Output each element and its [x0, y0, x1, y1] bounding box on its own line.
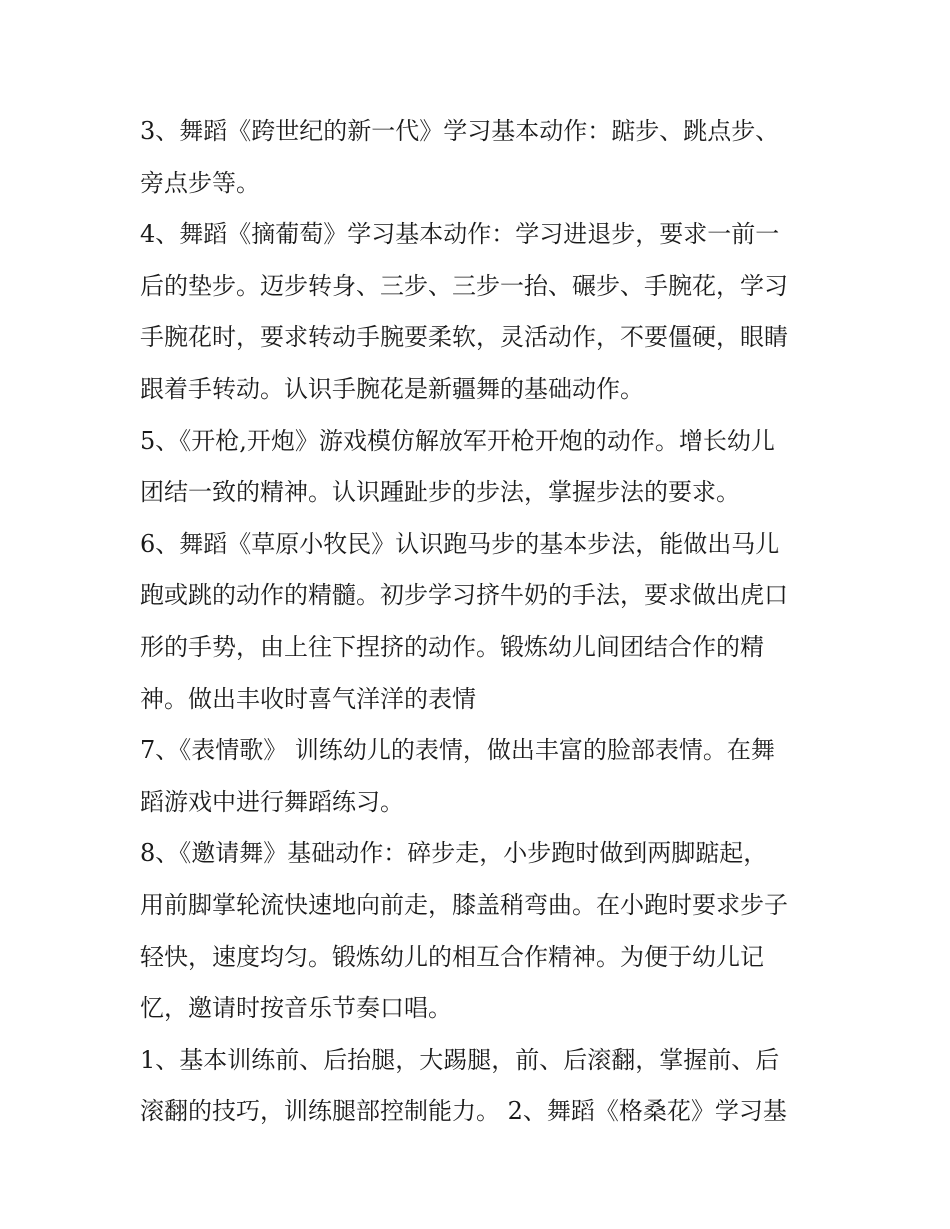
document-body	[140, 106, 820, 1138]
text-line: 团结一致的精神。认识踵趾步的步法，掌握步法的要求。	[140, 478, 740, 507]
text-line: 跟着手转动。认识手腕花是新疆舞的基础动作。	[140, 374, 644, 403]
text-line: 用前脚掌轮流快速地向前走，膝盖稍弯曲。在小跑时要求步子	[140, 890, 788, 919]
text-line: 形的手势，由上往下捏挤的动作。锻炼幼儿间团结合作的精	[140, 632, 764, 661]
text-line: 手腕花时，要求转动手腕要柔软，灵活动作，不要僵硬，眼睛	[140, 323, 788, 352]
text-line: 5、《开枪,开炮》游戏模仿解放军开枪开炮的动作。增长幼儿	[140, 426, 775, 455]
text-line: 跑或跳的动作的精髓。初步学习挤牛奶的手法，要求做出虎口	[140, 581, 788, 610]
text-line: 蹈游戏中进行舞蹈练习。	[140, 787, 404, 816]
text-line: 3、舞蹈《跨世纪的新一代》学习基本动作：踮步、跳点步、	[140, 117, 780, 145]
text-line: 滚翻的技巧，训练腿部控制能力。 2、舞蹈《格桑花》学习基	[140, 1097, 787, 1126]
text-line: 8、《邀请舞》基础动作：碎步走，小步跑时做到两脚踮起，	[140, 839, 768, 868]
text-line: 后的垫步。迈步转身、三步、三步一抬、碾步、手腕花，学习	[140, 271, 788, 300]
text-line: 1、基本训练前、后抬腿，大踢腿，前、后滚翻，掌握前、后	[140, 1045, 780, 1074]
text-line: 旁点步等。	[140, 168, 260, 197]
text-line: 忆，邀请时按音乐节奏口唱。	[140, 994, 452, 1023]
text-line: 神。做出丰收时喜气洋洋的表情	[140, 684, 476, 713]
text-line: 4、舞蹈《摘葡萄》学习基本动作：学习进退步，要求一前一	[140, 220, 780, 249]
text-line: 轻快，速度均匀。锻炼幼儿的相互合作精神。为便于幼儿记	[140, 942, 764, 971]
text-line: 7、《表情歌》 训练幼儿的表情，做出丰富的脸部表情。在舞	[140, 736, 775, 765]
text-line: 6、舞蹈《草原小牧民》认识跑马步的基本步法，能做出马儿	[140, 529, 780, 558]
